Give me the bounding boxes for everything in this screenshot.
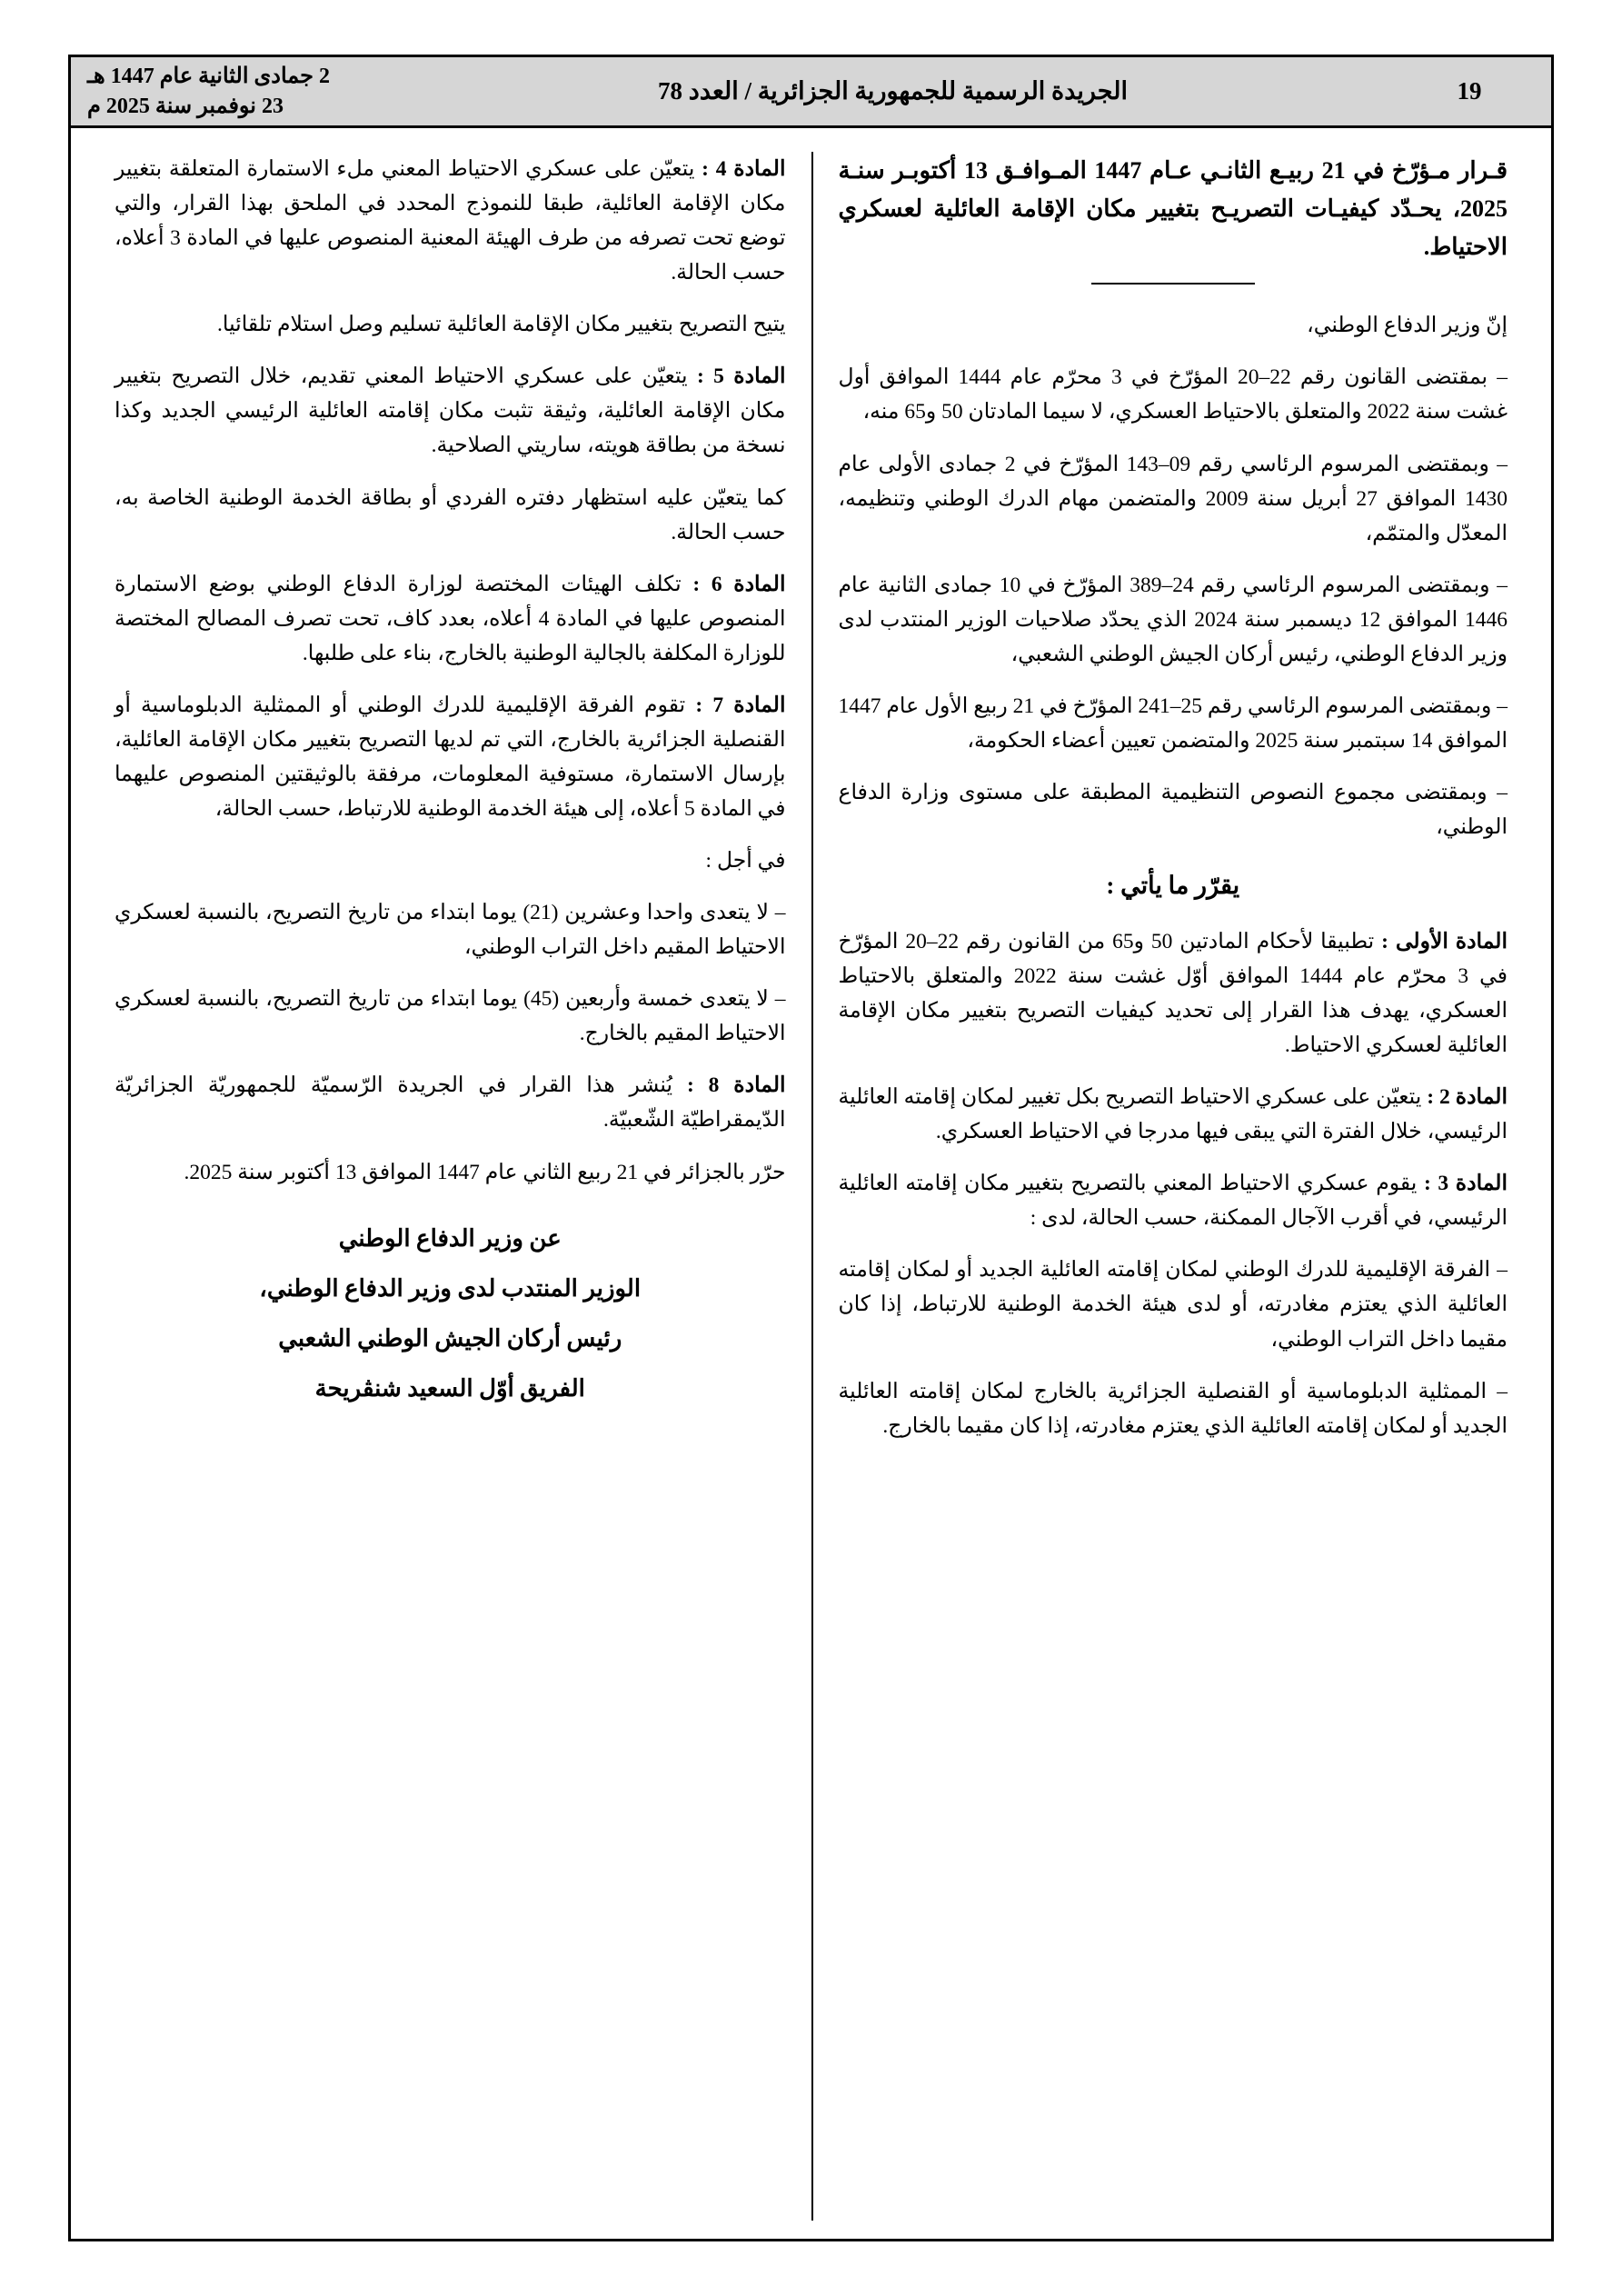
article-5-label: المادة 5 : [696, 364, 786, 389]
header-dates [71, 57, 398, 125]
article-6 [114, 567, 786, 671]
article-4 [114, 152, 786, 290]
article-3 [839, 1166, 1508, 1235]
article-5-text: يتعيّن على عسكري الاحتياط المعني تقديم، خلال التصريح بتغيير مكان الإقامة العائلية، وثيقة تثبت مكان إقامته العائلية الرئيسي الجديد وكذا نسخة من بطاقة هويته، ساريتي الصلاحية. [114, 364, 786, 458]
article-4-label: المادة 4 : [702, 157, 786, 181]
article-8-text: يُنشر هذا القرار في الجريدة الرّسميّة للجمهوريّة الجزائريّة الدّيمقراطيّة الشّعبيّة. [114, 1073, 786, 1133]
page-header [71, 57, 1551, 128]
article-8-label: المادة 8 : [686, 1073, 786, 1098]
article-7 [114, 688, 786, 826]
article-1-text: تطبيقا لأحكام المادتين 50 و65 من القانون رقم 22–20 المؤرّخ في 3 محرّم عام 1444 الموافق أوّل غشت سنة 2022 والمتعلق بالاحتياط العسكري، يهدف هذا القرار إلى تحديد كيفيات التصريح بتغيير مكان الإقامة العائلية لعسكري الاحتياط. [838, 929, 1508, 1058]
article-3-item-1: – الفرقة الإقليمية للدرك الوطني لمكان إقامته العائلية الجديد أو لمكان إقامته العائلية الذي يعتزم مغادرته، أو لدى هيئة الخدمة الوطنية للارتباط، إذا كان مقيما داخل التراب الوطني، [838, 1258, 1508, 1352]
article-2-label: المادة 2 : [1427, 1085, 1508, 1110]
closing-line: حرّر بالجزائر في 21 ربيع الثاني عام 1447 الموافق 13 أكتوبر سنة 2025. [184, 1160, 786, 1184]
deadline-item-1: – لا يتعدى واحدا وعشرين (21) يوما ابتداء من تاريخ التصريح، بالنسبة لعسكري الاحتياط المقيم داخل التراب الوطني، [114, 901, 786, 960]
journal-title: الجريدة الرسمية للجمهورية الجزائرية / العدد 78 [658, 77, 1128, 105]
column-right [811, 152, 1534, 2221]
title-divider [1091, 283, 1255, 285]
paragraph-after-article-4: يتيح التصريح بتغيير مكان الإقامة العائلية تسليم وصل استلام تلقائيا. [217, 313, 786, 337]
article-7-label: المادة 7 : [695, 693, 786, 717]
article-7-text: تقوم الفرقة الإقليمية للدرك الوطني أو الممثلية الدبلوماسية أو القنصلية الجزائرية بالخارج، التي تم لديها التصريح بتغيير مكان الإقامة العائلية، بإرسال الاستمارة، مستوفية المعلومات، مرفقة بالوثيقتين المنصوص عليهما في المادة 5 أعلاه، إلى هيئة الخدمة الوطنية للارتباط، حسب الحالة، [114, 693, 786, 821]
recital-3: – وبمقتضى المرسوم الرئاسي رقم 24–389 المؤرّخ في 10 جمادى الثانية عام 1446 الموافق 12 ديسمبر سنة 2024 الذي يحدّد صلاحيات الوزير المنتدب لدى وزير الدفاع الوطني، رئيس أركان الجيش الوطني الشعبي، [838, 573, 1508, 666]
minister-line: إنّ وزير الدفاع الوطني، [1307, 314, 1508, 338]
page-number-box [1388, 57, 1551, 125]
recital-2: – وبمقتضى المرسوم الرئاسي رقم 09–143 المؤرّخ في 2 جمادى الأولى عام 1430 الموافق 27 أبريل سنة 2009 والمتضمن مهام الدرك الوطني وتنظيمه، المعدّل والمتمّم، [838, 452, 1508, 545]
signature-block [114, 1221, 786, 1406]
article-2-text: يتعيّن على عسكري الاحتياط التصريح بكل تغيير لمكان إقامته العائلية الرئيسي، خلال الفترة التي يبقى فيها مدرجا في الاحتياط العسكري. [838, 1085, 1508, 1144]
deadline-item-2: – لا يتعدى خمسة وأربعين (45) يوما ابتداء من تاريخ التصريح، بالنسبة لعسكري الاحتياط المقيم بالخارج. [114, 987, 786, 1046]
article-5 [114, 359, 786, 463]
article-2 [839, 1080, 1508, 1149]
recital-4: – وبمقتضى المرسوم الرئاسي رقم 25–241 المؤرّخ في 21 ربيع الأول عام 1447 الموافق 14 سبتمبر سنة 2025 والمتضمن تعيين أعضاء الحكومة، [838, 694, 1508, 753]
paragraph-after-article-5: كما يتعيّن عليه استظهار دفتره الفردي أو بطاقة الخدمة الوطنية الخاصة به، حسب الحالة. [114, 485, 786, 544]
page-number: 19 [1457, 77, 1482, 105]
article-3-item-2: – الممثلية الدبلوماسية أو القنصلية الجزائرية بالخارج لمكان إقامته العائلية الجديد أو لمكان إقامته العائلية الذي يعتزم مغادرته، إذا كان مقيما بالخارج. [838, 1379, 1508, 1438]
signature-line-1: عن وزير الدفاع الوطني [338, 1224, 562, 1252]
decides-label: يقرّر ما يأتي : [1106, 872, 1240, 900]
page-frame [68, 55, 1554, 2241]
column-left [89, 152, 811, 2221]
article-3-text: يقوم عسكري الاحتياط المعني بالتصريح بتغيير مكان إقامته العائلية الرئيسي، في أقرب الآجال الممكنة، حسب الحالة، لدى : [838, 1172, 1508, 1231]
article-1-label: المادة الأولى : [1381, 929, 1508, 953]
article-3-label: المادة 3 : [1423, 1172, 1508, 1196]
article-6-text: تكلف الهيئات المختصة لوزارة الدفاع الوطني بوضع الاستمارة المنصوص عليها في المادة 4 أعلاه، بعدد كاف، تحت تصرف المصالح المختصة للوزارة المكلفة بالجالية الوطنية بالخارج، بناء على طلبها. [114, 572, 786, 665]
article-4-text: يتعيّن على عسكري الاحتياط المعني ملء الاستمارة المتعلقة بتغيير مكان الإقامة العائلية، طبقا للنموذج المحدد في الملحق بهذا القرار، والتي توضع تحت تصرفه من طرف الهيئة المعنية المنصوص عليها في المادة 3 أعلاه، حسب الحالة. [114, 157, 786, 285]
decree-title: قـرار مـؤرّخ في 21 ربيـع الثانـي عـام 1447 المـوافـق 13 أكتوبـر سنـة 2025، يحـدّد كيفيـات التصريـح بتغيير مكان الإقامة العائلية لعسكري الاحتياط. [838, 157, 1508, 261]
signature-line-3: رئيس أركان الجيش الوطني الشعبي [278, 1324, 622, 1352]
article-8 [114, 1068, 786, 1137]
deadline-intro: في أجل : [705, 849, 786, 873]
recital-5: – وبمقتضى مجموع النصوص التنظيمية المطبقة على مستوى وزارة الدفاع الوطني، [838, 781, 1508, 840]
article-6-label: المادة 6 : [692, 572, 786, 596]
page-body [71, 128, 1551, 2239]
article-1 [839, 924, 1508, 1063]
recital-1: – بمقتضى القانون رقم 22–20 المؤرّخ في 3 محرّم عام 1444 الموافق أول غشت سنة 2022 والمتعلق بالاحتياط العسكري، لا سيما المادتان 50 و65 منه، [838, 365, 1508, 424]
signature-line-2: الوزير المنتدب لدى وزير الدفاع الوطني، [259, 1274, 642, 1302]
hijri-date: 2 جمادى الثانية عام 1447 هـ [87, 65, 330, 89]
gregorian-date: 23 نوفمبر سنة 2025 م [87, 94, 284, 118]
signature-name: الفريق أوّل السعيد شنڨريحة [314, 1374, 585, 1402]
